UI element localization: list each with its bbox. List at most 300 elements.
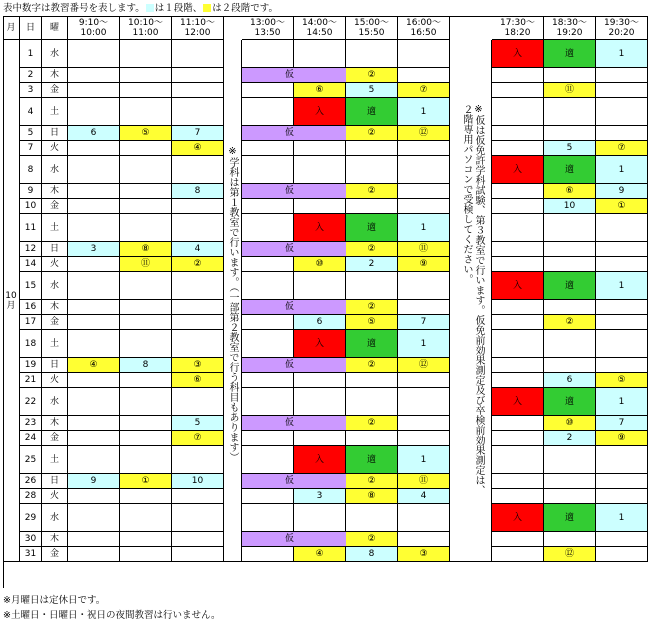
day-cell: 17 xyxy=(20,315,42,330)
empty-cell xyxy=(544,214,596,242)
lesson-cell: 8 xyxy=(172,184,224,199)
lesson-cell: ⑤ xyxy=(596,373,648,388)
lesson-cell: 5 xyxy=(544,141,596,156)
weekday-cell: 土 xyxy=(42,330,68,358)
lesson-cell: 1 xyxy=(596,156,648,184)
empty-cell xyxy=(68,431,120,446)
weekday-cell: 水 xyxy=(42,388,68,416)
lesson-cell: ⑥ xyxy=(544,184,596,199)
empty-cell xyxy=(346,199,398,214)
right-vertical-note: ※仮は仮免許学科試験、第３教室で行います。仮免前効果測定及び卒検前効果測定は、 ２階専用パソコンで受検してください。 xyxy=(461,104,484,495)
empty-cell xyxy=(596,547,648,562)
lesson-cell: ④ xyxy=(294,547,346,562)
day-cell: 5 xyxy=(20,126,42,141)
empty-cell xyxy=(120,40,172,68)
lesson-cell: 入 xyxy=(294,330,346,358)
lesson-cell: ② xyxy=(346,242,398,257)
lesson-cell: ② xyxy=(346,68,398,83)
empty-cell xyxy=(68,373,120,388)
empty-cell xyxy=(68,547,120,562)
lesson-cell: 入 xyxy=(492,156,544,184)
empty-cell xyxy=(242,141,294,156)
empty-cell xyxy=(492,68,544,83)
lesson-cell: ⑦ xyxy=(596,141,648,156)
header-period: 11:10～ 12:00 xyxy=(172,16,224,40)
day-cell: 4 xyxy=(20,98,42,126)
empty-cell xyxy=(492,330,544,358)
lesson-cell: ⑦ xyxy=(398,83,450,98)
empty-cell xyxy=(172,40,224,68)
empty-cell xyxy=(398,300,450,315)
lesson-cell: ② xyxy=(346,126,398,141)
weekday-cell: 土 xyxy=(42,446,68,474)
lesson-cell: ⑧ xyxy=(346,489,398,504)
lesson-cell: 適 xyxy=(346,330,398,358)
empty-cell xyxy=(242,315,294,330)
weekday-cell: 金 xyxy=(42,83,68,98)
lesson-cell: 仮 xyxy=(242,242,294,257)
lesson-cell: 1 xyxy=(596,504,648,532)
empty-cell xyxy=(398,373,450,388)
empty-cell xyxy=(242,489,294,504)
weekday-cell: 土 xyxy=(42,98,68,126)
day-cell: 1 xyxy=(20,40,42,68)
lesson-cell: 6 xyxy=(544,373,596,388)
empty-cell xyxy=(492,214,544,242)
empty-cell xyxy=(544,474,596,489)
empty-cell xyxy=(544,532,596,547)
lesson-cell: ② xyxy=(346,184,398,199)
lesson-cell: ⑨ xyxy=(596,431,648,446)
day-cell: 21 xyxy=(20,373,42,388)
lesson-cell: ② xyxy=(172,257,224,272)
empty-cell xyxy=(172,98,224,126)
empty-cell xyxy=(596,242,648,257)
lesson-cell: ⑧ xyxy=(120,242,172,257)
lesson-cell: 適 xyxy=(346,446,398,474)
lesson-cell: 1 xyxy=(398,98,450,126)
empty-cell xyxy=(68,272,120,300)
day-cell: 30 xyxy=(20,532,42,547)
empty-cell xyxy=(596,83,648,98)
empty-cell xyxy=(68,184,120,199)
header-period: 15:00～ 15:50 xyxy=(346,16,398,40)
lesson-cell: ③ xyxy=(172,358,224,373)
empty-cell xyxy=(346,504,398,532)
weekday-cell: 水 xyxy=(42,40,68,68)
lesson-cell xyxy=(294,68,346,83)
lesson-cell: 5 xyxy=(346,83,398,98)
weekday-cell: 金 xyxy=(42,431,68,446)
lesson-cell: ② xyxy=(346,300,398,315)
lesson-cell: 10 xyxy=(544,199,596,214)
lesson-cell: 1 xyxy=(398,330,450,358)
weekday-cell: 水 xyxy=(42,156,68,184)
empty-cell xyxy=(120,83,172,98)
weekday-cell: 木 xyxy=(42,300,68,315)
lesson-cell: 入 xyxy=(294,446,346,474)
day-cell: 8 xyxy=(20,156,42,184)
legend-yellow-text: は２段階です。 xyxy=(212,3,279,14)
lesson-cell: ⑪ xyxy=(544,83,596,98)
empty-cell xyxy=(68,446,120,474)
header-period: 13:00～ 13:50 xyxy=(242,16,294,40)
lesson-cell: 2 xyxy=(346,257,398,272)
center-vertical-note: ※学科は第１教室で行います。（一部第２教室で行う科目もあります） xyxy=(227,146,238,462)
lesson-cell: 入 xyxy=(492,504,544,532)
empty-cell xyxy=(68,388,120,416)
lesson-cell: 入 xyxy=(492,272,544,300)
header-period: 9:10～ 10:00 xyxy=(68,16,120,40)
lesson-cell: ⑪ xyxy=(398,474,450,489)
empty-cell xyxy=(68,532,120,547)
lesson-cell: 1 xyxy=(596,388,648,416)
lesson-cell: ⑫ xyxy=(544,547,596,562)
lesson-cell: 入 xyxy=(492,40,544,68)
empty-cell xyxy=(596,126,648,141)
lesson-cell: ⑪ xyxy=(398,242,450,257)
empty-cell xyxy=(544,446,596,474)
lesson-cell: 入 xyxy=(492,388,544,416)
lesson-cell: ⑫ xyxy=(398,126,450,141)
lesson-cell: 仮 xyxy=(242,474,294,489)
lesson-cell: 1 xyxy=(596,40,648,68)
day-cell: 3 xyxy=(20,83,42,98)
lesson-cell: 仮 xyxy=(242,300,294,315)
lesson-cell: ⑤ xyxy=(120,126,172,141)
day-cell: 7 xyxy=(20,141,42,156)
header-period: 10:10～ 11:00 xyxy=(120,16,172,40)
header-period: 17:30～ 18:20 xyxy=(492,16,544,40)
weekday-cell: 日 xyxy=(42,242,68,257)
empty-cell xyxy=(172,272,224,300)
empty-cell xyxy=(242,388,294,416)
empty-cell xyxy=(294,388,346,416)
day-cell: 25 xyxy=(20,446,42,474)
lesson-cell: 適 xyxy=(544,388,596,416)
empty-cell xyxy=(242,272,294,300)
empty-cell xyxy=(120,373,172,388)
empty-cell xyxy=(172,83,224,98)
lesson-cell: 9 xyxy=(596,184,648,199)
empty-cell xyxy=(120,547,172,562)
lesson-cell: ② xyxy=(346,532,398,547)
empty-cell xyxy=(544,489,596,504)
empty-cell xyxy=(242,156,294,184)
empty-cell xyxy=(242,446,294,474)
empty-cell xyxy=(492,532,544,547)
empty-cell xyxy=(120,431,172,446)
empty-cell xyxy=(172,199,224,214)
empty-cell xyxy=(492,474,544,489)
lesson-cell: 仮 xyxy=(242,532,294,547)
lesson-cell: ④ xyxy=(172,141,224,156)
empty-cell xyxy=(294,373,346,388)
empty-cell xyxy=(596,446,648,474)
weekday-cell: 金 xyxy=(42,547,68,562)
empty-cell xyxy=(68,416,120,431)
empty-cell xyxy=(68,504,120,532)
day-cell: 31 xyxy=(20,547,42,562)
empty-cell xyxy=(492,416,544,431)
empty-cell xyxy=(398,416,450,431)
lesson-cell xyxy=(294,184,346,199)
empty-cell xyxy=(68,257,120,272)
empty-cell xyxy=(242,40,294,68)
empty-cell xyxy=(120,98,172,126)
empty-cell xyxy=(242,214,294,242)
empty-cell xyxy=(294,272,346,300)
empty-cell xyxy=(120,141,172,156)
empty-cell xyxy=(120,315,172,330)
empty-cell xyxy=(120,330,172,358)
header-day: 日 xyxy=(20,16,42,40)
legend-cyan-text: は１段階、 xyxy=(154,3,203,14)
empty-cell xyxy=(242,504,294,532)
empty-cell xyxy=(544,358,596,373)
empty-cell xyxy=(596,358,648,373)
empty-cell xyxy=(596,315,648,330)
lesson-cell: ① xyxy=(596,199,648,214)
day-cell: 10 xyxy=(20,199,42,214)
empty-cell xyxy=(398,156,450,184)
lesson-cell: 仮 xyxy=(242,358,294,373)
lesson-cell: 適 xyxy=(346,98,398,126)
empty-cell xyxy=(398,532,450,547)
empty-cell xyxy=(68,98,120,126)
day-cell: 16 xyxy=(20,300,42,315)
empty-cell xyxy=(120,416,172,431)
empty-cell xyxy=(492,300,544,315)
empty-cell xyxy=(242,98,294,126)
lesson-cell xyxy=(294,358,346,373)
lesson-cell: 4 xyxy=(172,242,224,257)
lesson-cell: ① xyxy=(120,474,172,489)
empty-cell xyxy=(346,156,398,184)
weekday-cell: 火 xyxy=(42,489,68,504)
day-cell: 22 xyxy=(20,388,42,416)
weekday-cell: 土 xyxy=(42,214,68,242)
lesson-cell: ⑪ xyxy=(120,257,172,272)
empty-cell xyxy=(492,257,544,272)
day-cell: 15 xyxy=(20,272,42,300)
empty-cell xyxy=(172,532,224,547)
lesson-cell: 7 xyxy=(398,315,450,330)
empty-cell xyxy=(294,156,346,184)
weekday-cell: 水 xyxy=(42,504,68,532)
empty-cell xyxy=(68,489,120,504)
weekday-cell: 火 xyxy=(42,141,68,156)
empty-cell xyxy=(544,68,596,83)
empty-cell xyxy=(398,272,450,300)
lesson-cell: 8 xyxy=(346,547,398,562)
empty-cell xyxy=(596,300,648,315)
empty-cell xyxy=(596,68,648,83)
weekday-cell: 金 xyxy=(42,315,68,330)
lesson-cell: 1 xyxy=(398,214,450,242)
empty-cell xyxy=(492,242,544,257)
lesson-cell xyxy=(294,242,346,257)
empty-cell xyxy=(120,156,172,184)
empty-cell xyxy=(68,199,120,214)
header-month: 月 xyxy=(3,16,20,40)
empty-cell xyxy=(596,98,648,126)
empty-cell xyxy=(544,242,596,257)
header-period: 18:30～ 19:20 xyxy=(544,16,596,40)
lesson-cell: 2 xyxy=(544,431,596,446)
empty-cell xyxy=(120,184,172,199)
lesson-cell: 仮 xyxy=(242,68,294,83)
footer-note-2: ※土曜日・日曜日・祝日の夜間教習は行いません。 xyxy=(3,610,221,621)
empty-cell xyxy=(398,141,450,156)
empty-cell xyxy=(294,40,346,68)
lesson-cell: 仮 xyxy=(242,126,294,141)
empty-cell xyxy=(294,141,346,156)
lesson-cell: 仮 xyxy=(242,416,294,431)
lesson-cell xyxy=(294,474,346,489)
empty-cell xyxy=(398,199,450,214)
empty-cell xyxy=(68,214,120,242)
empty-cell xyxy=(492,358,544,373)
empty-cell xyxy=(68,83,120,98)
empty-cell xyxy=(398,68,450,83)
empty-cell xyxy=(242,547,294,562)
empty-cell xyxy=(120,504,172,532)
empty-cell xyxy=(120,446,172,474)
empty-cell xyxy=(346,388,398,416)
weekday-cell: 木 xyxy=(42,416,68,431)
empty-cell xyxy=(172,446,224,474)
empty-cell xyxy=(492,126,544,141)
empty-cell xyxy=(398,504,450,532)
empty-cell xyxy=(294,199,346,214)
lesson-cell: 適 xyxy=(346,214,398,242)
weekday-cell: 日 xyxy=(42,126,68,141)
day-cell: 2 xyxy=(20,68,42,83)
lesson-cell: 9 xyxy=(68,474,120,489)
lesson-cell: 適 xyxy=(544,272,596,300)
empty-cell xyxy=(68,68,120,83)
empty-cell xyxy=(544,126,596,141)
lesson-cell: 8 xyxy=(120,358,172,373)
empty-cell xyxy=(544,98,596,126)
lesson-cell: 3 xyxy=(294,489,346,504)
empty-cell xyxy=(68,141,120,156)
lesson-cell: 適 xyxy=(544,40,596,68)
empty-cell xyxy=(346,141,398,156)
empty-cell xyxy=(492,199,544,214)
lesson-cell: 1 xyxy=(596,272,648,300)
empty-cell xyxy=(398,388,450,416)
lesson-cell: ② xyxy=(346,358,398,373)
empty-cell xyxy=(120,532,172,547)
empty-cell xyxy=(172,547,224,562)
lesson-cell: 7 xyxy=(596,416,648,431)
empty-cell xyxy=(492,373,544,388)
lesson-cell: ⑩ xyxy=(544,416,596,431)
weekday-cell: 金 xyxy=(42,199,68,214)
lesson-cell: 1 xyxy=(398,446,450,474)
empty-cell xyxy=(596,532,648,547)
empty-cell xyxy=(242,431,294,446)
empty-cell xyxy=(492,547,544,562)
empty-cell xyxy=(172,214,224,242)
day-cell: 11 xyxy=(20,214,42,242)
empty-cell xyxy=(172,315,224,330)
day-cell: 18 xyxy=(20,330,42,358)
day-cell: 26 xyxy=(20,474,42,489)
lesson-cell: ⑥ xyxy=(294,83,346,98)
empty-cell xyxy=(596,257,648,272)
empty-cell xyxy=(120,214,172,242)
lesson-cell: ⑦ xyxy=(172,431,224,446)
lesson-cell: 入 xyxy=(294,98,346,126)
empty-cell xyxy=(596,214,648,242)
header-period: 16:00～ 16:50 xyxy=(398,16,450,40)
lesson-cell: 4 xyxy=(398,489,450,504)
lesson-cell: 適 xyxy=(544,504,596,532)
weekday-cell: 水 xyxy=(42,272,68,300)
empty-cell xyxy=(242,330,294,358)
empty-cell xyxy=(492,184,544,199)
empty-cell xyxy=(398,431,450,446)
empty-cell xyxy=(242,83,294,98)
empty-cell xyxy=(120,68,172,83)
empty-cell xyxy=(346,40,398,68)
day-cell: 23 xyxy=(20,416,42,431)
lesson-cell: ② xyxy=(346,474,398,489)
empty-cell xyxy=(346,431,398,446)
lesson-cell: ② xyxy=(544,315,596,330)
empty-cell xyxy=(68,156,120,184)
weekday-cell: 火 xyxy=(42,373,68,388)
empty-cell xyxy=(544,300,596,315)
empty-cell xyxy=(120,272,172,300)
empty-cell xyxy=(242,199,294,214)
lesson-cell xyxy=(294,126,346,141)
empty-cell xyxy=(492,446,544,474)
weekday-cell: 火 xyxy=(42,257,68,272)
empty-cell xyxy=(492,431,544,446)
empty-cell xyxy=(172,68,224,83)
empty-cell xyxy=(596,330,648,358)
lesson-cell: ② xyxy=(346,416,398,431)
empty-cell xyxy=(120,199,172,214)
weekday-cell: 日 xyxy=(42,474,68,489)
footer-notes xyxy=(3,593,221,623)
empty-cell xyxy=(346,373,398,388)
empty-cell xyxy=(544,330,596,358)
month-cell: 10 月 xyxy=(3,40,20,562)
weekday-cell: 木 xyxy=(42,532,68,547)
empty-cell xyxy=(294,431,346,446)
empty-cell xyxy=(120,388,172,416)
empty-cell xyxy=(398,184,450,199)
empty-cell xyxy=(492,315,544,330)
empty-cell xyxy=(172,300,224,315)
lesson-cell: 7 xyxy=(172,126,224,141)
day-cell: 24 xyxy=(20,431,42,446)
empty-cell xyxy=(596,489,648,504)
lesson-cell: 6 xyxy=(294,315,346,330)
empty-cell xyxy=(596,474,648,489)
empty-cell xyxy=(492,98,544,126)
day-cell: 12 xyxy=(20,242,42,257)
day-cell: 14 xyxy=(20,257,42,272)
weekday-cell: 日 xyxy=(42,358,68,373)
lesson-cell: 適 xyxy=(544,156,596,184)
lesson-cell: ⑤ xyxy=(346,315,398,330)
